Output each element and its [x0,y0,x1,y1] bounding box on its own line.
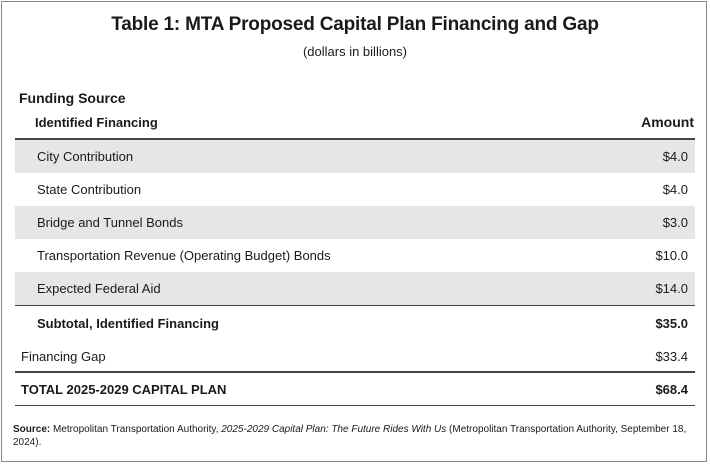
subtotal-row [15,305,695,340]
row-label: Expected Federal Aid [37,281,161,296]
row-amount: $10.0 [655,248,688,263]
source-note [13,423,693,449]
table-subtitle: (dollars in billions) [302,44,408,59]
funding-source-heading: Funding Source [19,90,126,106]
table-frame [1,1,707,462]
amount-column-header: Amount [641,114,694,130]
financing-gap-row [15,340,695,373]
identified-financing-header [15,112,695,140]
table-row [15,173,695,206]
financing-gap-label: Financing Gap [21,349,106,364]
row-label: State Contribution [37,182,142,197]
source-title: 2025-2029 Capital Plan: The Future Rides With Us [221,424,447,435]
table-row [15,272,695,305]
total-row [15,373,695,406]
table-row [15,239,695,272]
subtotal-amount: $35.0 [655,316,688,331]
identified-financing-label: Identified Financing [35,115,158,130]
row-amount: $4.0 [662,182,688,197]
row-amount: $4.0 [662,149,688,164]
source-prefix: Source: [13,424,51,435]
row-amount: $14.0 [655,281,688,296]
table-title: Table 1: MTA Proposed Capital Plan Financing and Gap [111,14,599,35]
financing-gap-amount: $33.4 [655,349,688,364]
table-row [15,140,695,173]
row-label: Transportation Revenue (Operating Budget) Bonds [37,248,331,263]
source-text-after: (Metropolitan Transportation Authority, September 18, 2024). [13,424,687,448]
table-row [15,206,695,239]
source-text-before: Metropolitan Transportation Authority, [50,424,222,435]
total-amount: $68.4 [655,382,688,397]
row-amount: $3.0 [662,215,688,230]
total-label: TOTAL 2025-2029 CAPITAL PLAN [21,382,227,397]
row-label: Bridge and Tunnel Bonds [37,215,183,230]
subtotal-label: Subtotal, Identified Financing [37,316,219,331]
row-label: City Contribution [37,149,134,164]
